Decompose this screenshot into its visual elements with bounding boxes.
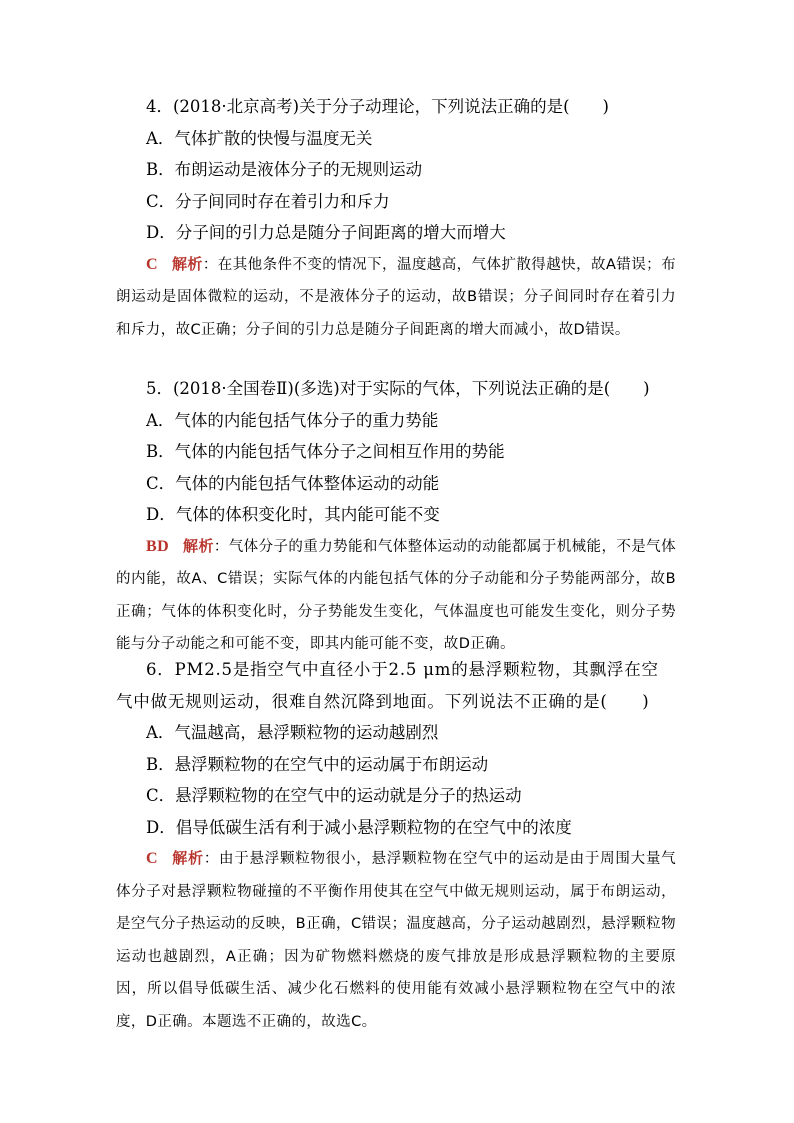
option-c: C．悬浮颗粒物的在空气中的运动就是分子的热运动	[146, 786, 522, 805]
option-c: C．分子间同时存在着引力和斥力	[146, 191, 390, 211]
option-d: D．倡导低碳生活有利于减小悬浮颗粒物的在空气中的浓度	[146, 817, 572, 837]
analysis	[116, 249, 676, 347]
analysis-label: 解析	[183, 536, 214, 555]
option-d: D．分子间的引力总是随分子间距离的增大而增大	[146, 223, 506, 242]
analysis	[116, 531, 676, 661]
option-b: B．布朗运动是液体分子的无规则运动	[146, 160, 423, 179]
analysis-text: ：在其他条件不变的情况下，温度越高，气体扩散得越快，故A错误；布朗运动是固体微粒的运动，不是液体分子的运动，故B错误；分子间同时存在着引力和斥力，故C正确；分子间的引力总是随分子间距离的增大而减小，故D错误。	[116, 256, 676, 338]
question-stem: 4．(2018·北京高考)关于分子动理论，下列说法正确的是( )	[146, 97, 609, 116]
answer: BD	[146, 537, 170, 555]
option-c: C．气体的内能包括气体整体运动的动能	[146, 473, 440, 493]
option-a: A．气体扩散的快慢与温度无关	[146, 128, 373, 148]
option-b: B．气体的内能包括气体分子之间相互作用的势能	[146, 442, 505, 461]
option-a: A．气体的内能包括气体分子的重力势能	[146, 410, 439, 430]
question-stem: 6．PM2.5是指空气中直径小于2.5 μm的悬浮颗粒物，其飘浮在空气中做无规则运动，很难自然沉降到地面。下列说法不正确的是( )	[116, 660, 659, 711]
option-b: B．悬浮颗粒物的在空气中的运动属于布朗运动	[146, 754, 489, 774]
analysis-label: 解析	[171, 254, 203, 273]
analysis-label: 解析	[171, 849, 204, 867]
question-stem: 5．(2018·全国卷Ⅱ)(多选)对于实际的气体，下列说法正确的是( )	[146, 379, 650, 398]
option-d: D．气体的体积变化时，其内能可能不变	[146, 505, 440, 524]
analysis	[116, 843, 676, 1038]
question-4	[116, 91, 676, 346]
analysis-text: ：由于悬浮颗粒物很小，悬浮颗粒物在空气中的运动是由于周围大量气体分子对悬浮颗粒物碰撞的不平衡作用使其在空气中做无规则运动，属于布朗运动，是空气分子热运动的反映，B正确，C错误；温度越高，分子运动越剧烈，悬浮颗粒物运动也越剧烈，A正确；因为矿物燃料燃烧的废气排放是形成悬浮颗粒物的主要原因，所以倡导低碳生活、减少化石燃料的使用能有效减小悬浮颗粒物在空气中的浓度，D正确。本题选不正确的，故选C。	[116, 851, 676, 1030]
question-6	[116, 654, 676, 1038]
answer: C	[146, 850, 158, 867]
analysis-text: ：气体分子的重力势能和气体整体运动的动能都属于机械能，不是气体的内能，故A、C错误；实际气体的内能包括气体的分子动能和分子势能两部分，故B正确；气体的体积变化时，分子势能发生变化，气体温度也可能发生变化，则分子势能与分子动能之和可能不变，即其内能可能不变，故D正确。	[116, 538, 676, 652]
question-5	[116, 373, 676, 661]
option-a: A．气温越高，悬浮颗粒物的运动越剧烈	[146, 723, 439, 742]
answer: C	[146, 255, 158, 273]
